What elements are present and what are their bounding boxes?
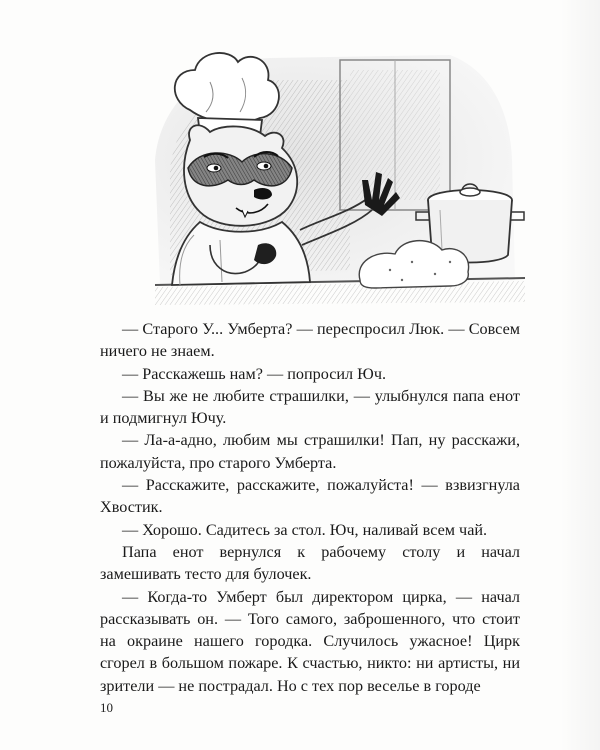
paragraph: Папа енот вернулся к рабочему столу и начал замешивать тесто для булочек. bbox=[100, 542, 520, 584]
paragraph: — Расскажешь нам? — попросил Юч. bbox=[122, 364, 387, 383]
paragraph: — Ла-а-адно, любим мы страшилки! Пап, ну расскажи, пожалуйста, про старого Умберта. bbox=[100, 431, 520, 472]
paragraph: — Расскажите, расскажите, пожалуйста! — взвизгнула Хвостик. bbox=[100, 476, 520, 517]
page-gutter-shade bbox=[560, 0, 600, 750]
paragraph: — Вы же не любите страшилки, — улыбнулся папа енот и подмигнул Ючу. bbox=[100, 386, 520, 428]
paragraph: — Старого У... Умберта? — переспросил Люк. — Совсем ничего не знаем. bbox=[100, 320, 520, 361]
paragraph: — Когда-то Умберт был директором цирка, — начал рассказывать он. — Того самого, заброшенного, что стоит на окраине нашего городка. Случилось ужасное! Цирк сгорел в большом пожаре. К счастью, никто: ни артисты, ни зрители — не пострадал. Но с тех пор веселье в городе bbox=[100, 587, 520, 695]
story-text bbox=[100, 318, 520, 697]
page-number: 10 bbox=[100, 700, 113, 715]
raccoon-chef-illustration bbox=[150, 40, 540, 310]
paragraph: — Хорошо. Садитесь за стол. Юч, наливай всем чай. bbox=[122, 520, 488, 539]
raccoon-head bbox=[184, 125, 297, 226]
